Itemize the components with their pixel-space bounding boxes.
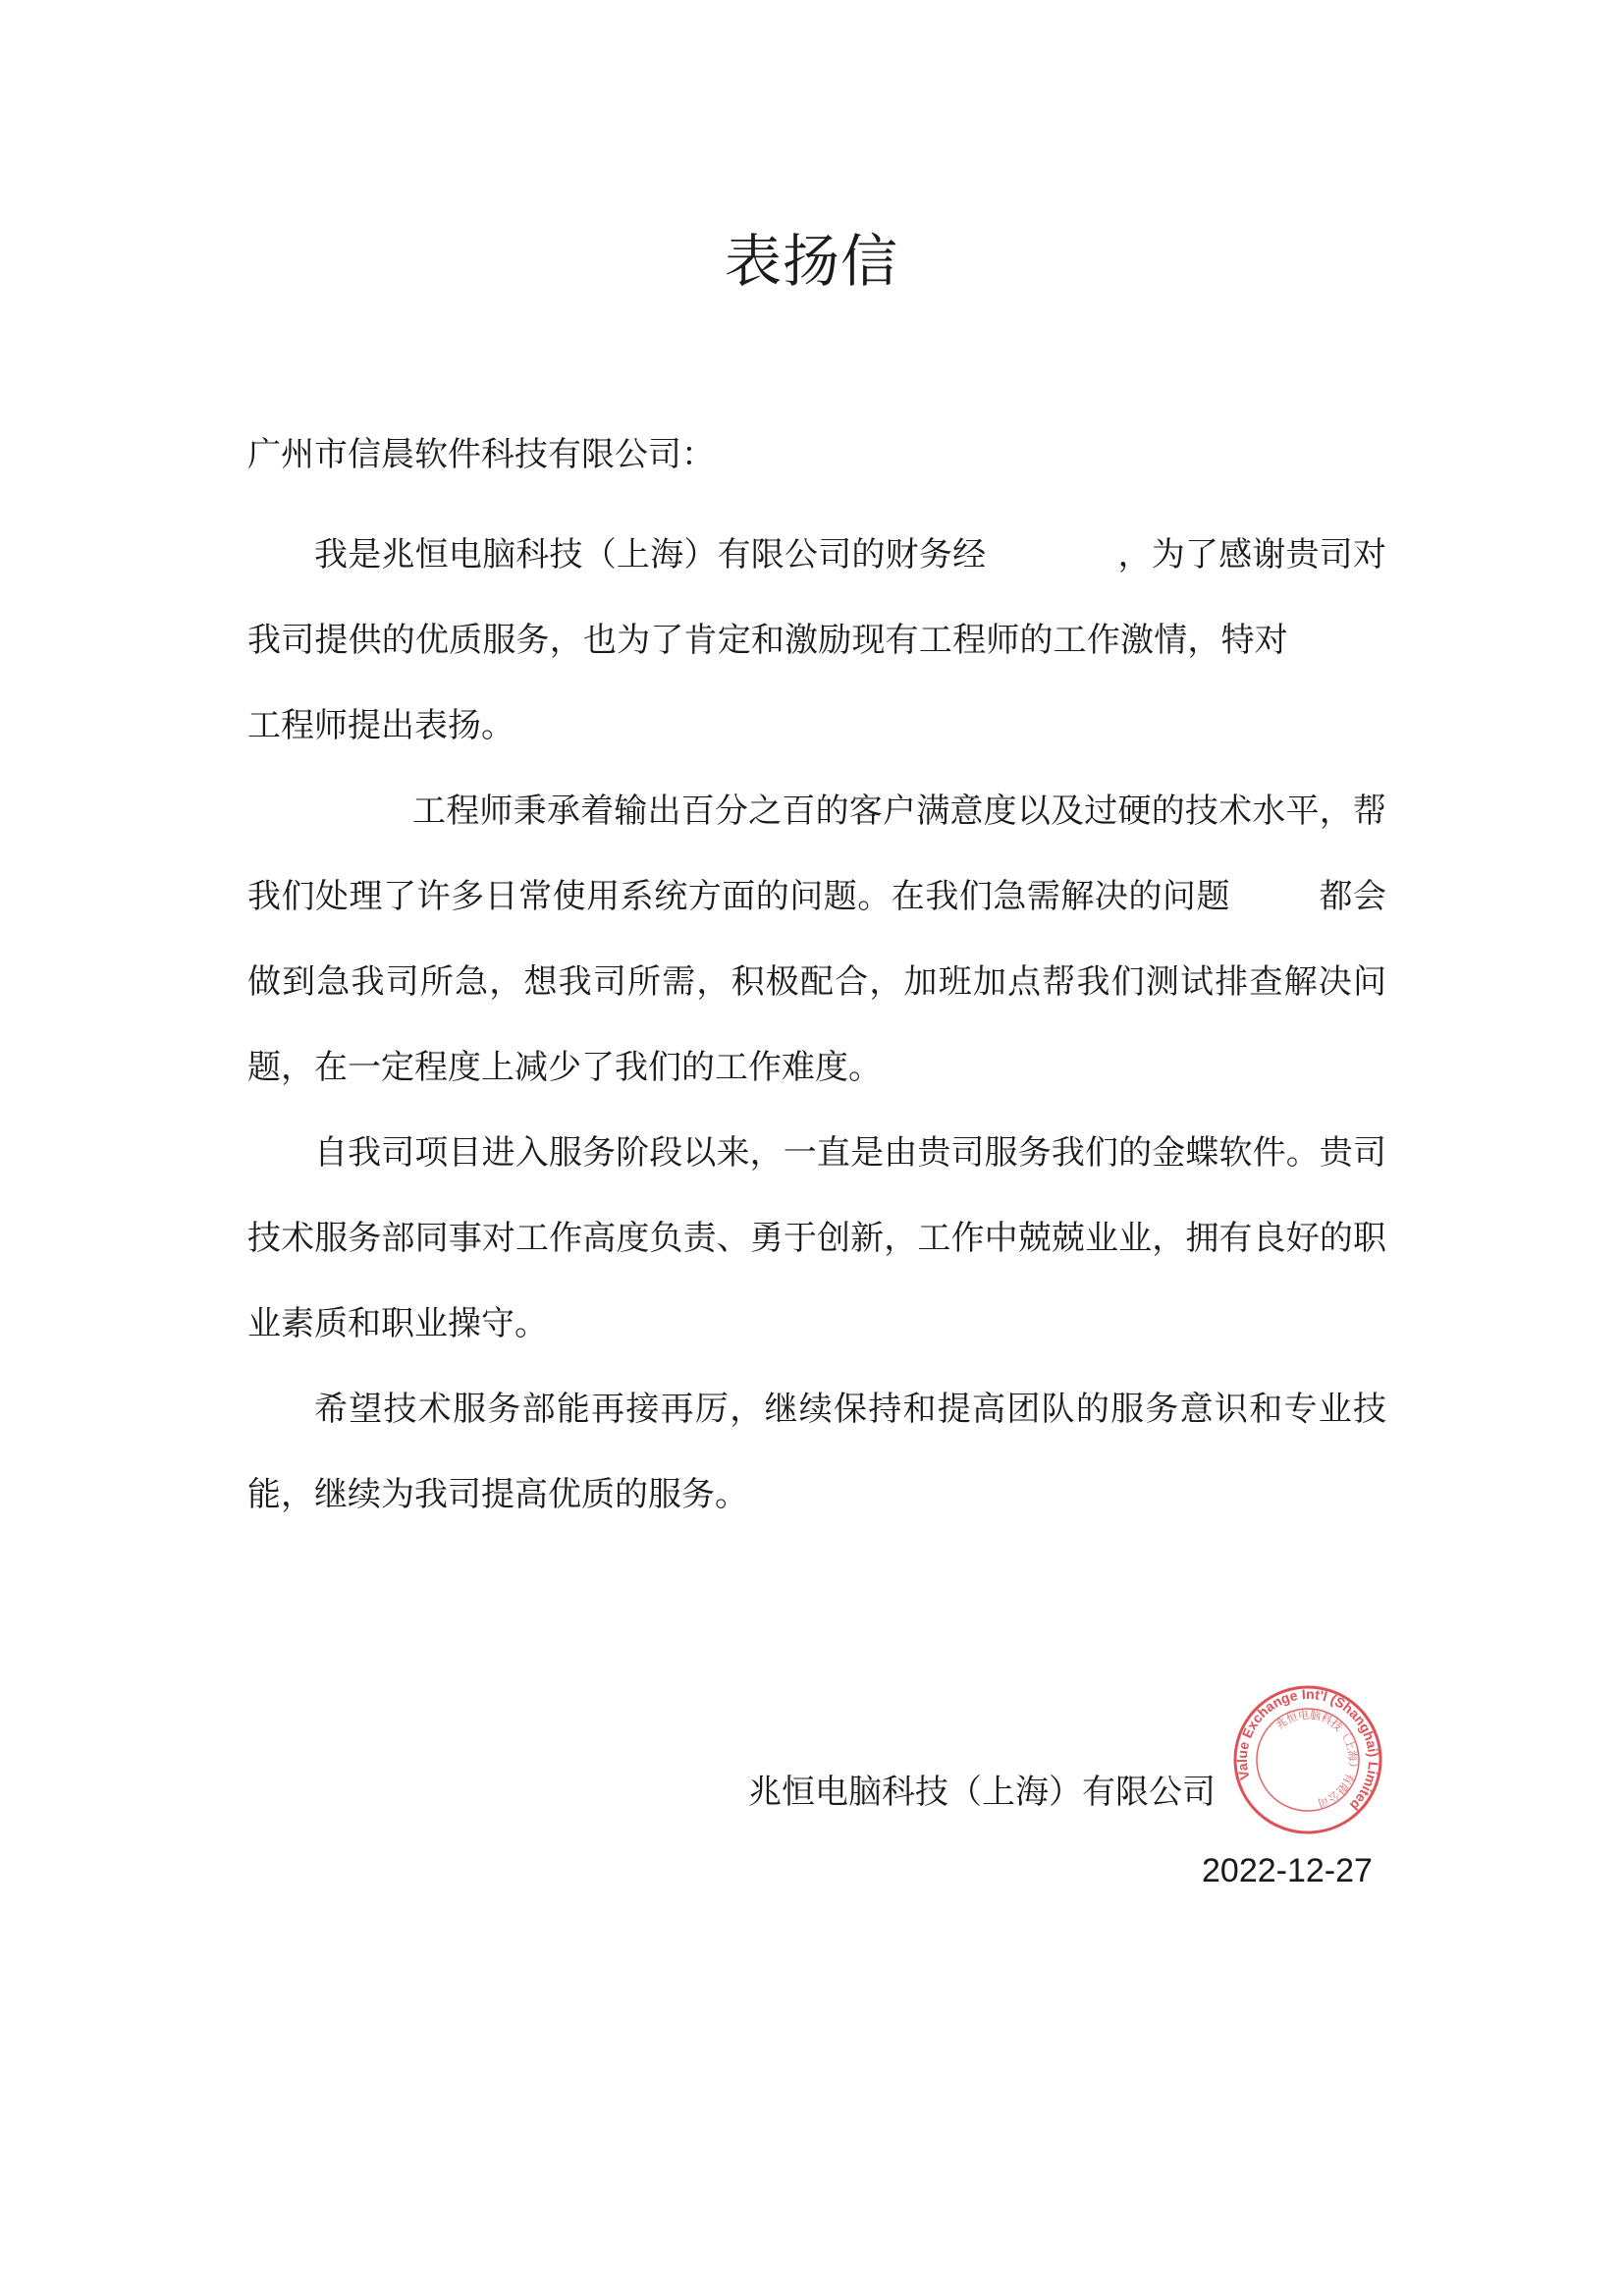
- paragraph-3: 自我司项目进入服务阶段以来，一直是由贵司服务我们的金蝶软件。贵司技术服务部同事对工作高度负责、勇于创新，工作中兢兢业业，拥有良好的职业素质和职业操守。: [247, 1133, 1386, 1343]
- paragraph-2-part-b: 都会做到急我司所急，想我司所需，积极配合，加班加点帮我们测试排查解决问题，在一定程度上减少了我们的工作难度。: [247, 877, 1387, 1087]
- seal-outer-text: Value Exchange Int'l (Shanghai) Limited: [1233, 1685, 1382, 1814]
- seal-inner-text: 兆恒电脑科技（上海）有限公司: [1273, 1708, 1360, 1810]
- company-seal-stamp: [1229, 1681, 1386, 1838]
- paragraph-2-part-a: 工程师秉承着输出百分之百的客户满意度以及过硬的技术水平，帮我们处理了许多日常使用系统方面的问题。在我们急需解决的问题: [247, 792, 1386, 916]
- paragraph-1-part-a: 我是兆恒电脑科技（上海）有限公司的财务经: [314, 535, 987, 574]
- letter-body: [247, 513, 1386, 1538]
- paragraph-4: 希望技术服务部能再接再厉，继续保持和提高团队的服务意识和专业技能，继续为我司提高优质的服务。: [247, 1390, 1386, 1514]
- paragraph-1-part-c: 工程师提出表扬。: [247, 706, 514, 745]
- paragraph-1-part-b: ，为了感谢贵司对我司提供的优质服务，也为了肯定和激励现有工程师的工作激情，特对: [247, 535, 1387, 660]
- paragraph-1: [247, 513, 1386, 769]
- signature-date: 2022-12-27: [1202, 1852, 1373, 1889]
- salutation: 广州市信晨软件科技有限公司：: [247, 435, 715, 474]
- paragraph-2: [247, 769, 1386, 1111]
- signature-company: 兆恒电脑科技（上海）有限公司: [748, 1773, 1216, 1812]
- letter-title: 表扬信: [724, 228, 898, 295]
